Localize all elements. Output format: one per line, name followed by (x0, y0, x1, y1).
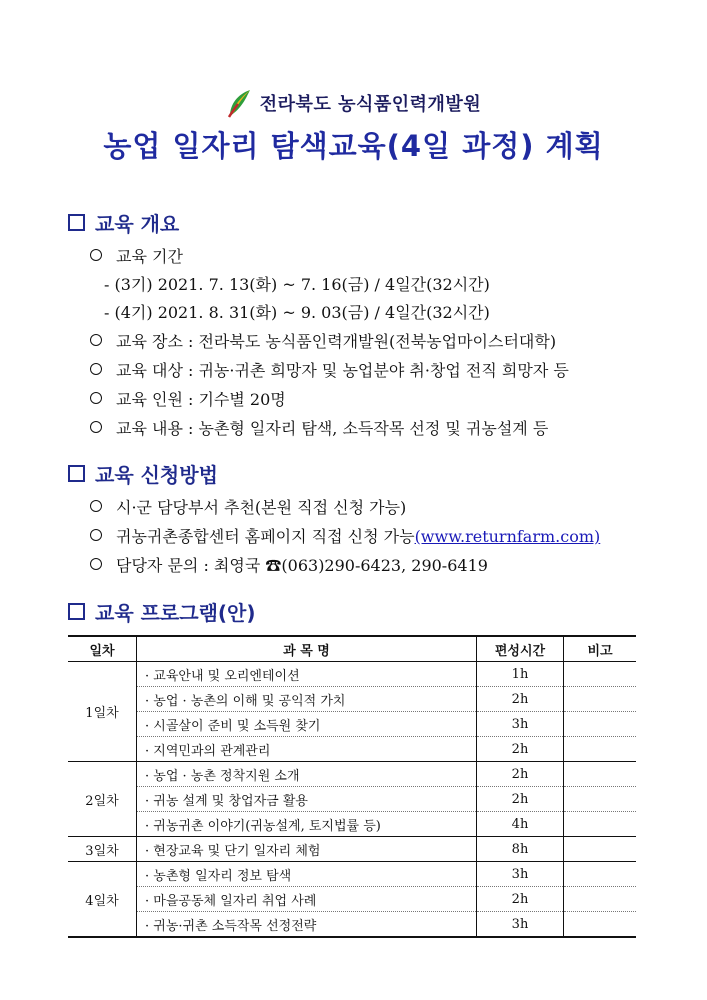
table-row (68, 887, 636, 912)
section-overview-heading (68, 208, 179, 237)
period-label-line (90, 244, 183, 267)
column-header: 편성시간 (477, 636, 564, 662)
checkbox-square-icon (68, 465, 85, 482)
note-cell (564, 862, 637, 887)
subject-cell: · 귀농·귀촌 소득작목 선정전략 (137, 912, 477, 938)
subject-cell: · 농촌형 일자리 정보 탐색 (137, 862, 477, 887)
section-apply-heading (68, 459, 218, 488)
hours-cell: 3h (477, 862, 564, 887)
note-cell (564, 762, 637, 787)
table-row (68, 912, 636, 938)
circle-bullet-icon (90, 334, 102, 346)
note-cell (564, 687, 637, 712)
apply-item: 귀농귀촌종합센터 홈페이지 직접 신청 가능(www.returnfarm.com) (90, 524, 600, 547)
circle-bullet-icon (90, 500, 102, 512)
note-cell (564, 712, 637, 737)
note-cell (564, 887, 637, 912)
apply-item: 시·군 담당부서 추천(본원 직접 신청 가능) (90, 495, 406, 518)
table-row (68, 762, 636, 787)
table-row (68, 662, 636, 687)
day-cell: 1일차 (68, 662, 137, 762)
circle-bullet-icon (90, 249, 102, 261)
day-cell: 4일차 (68, 862, 137, 938)
section-title: 교육 프로그램(안) (95, 601, 256, 625)
column-header: 비고 (564, 636, 637, 662)
program-table (68, 635, 636, 938)
note-cell (564, 812, 637, 837)
hours-cell: 3h (477, 912, 564, 938)
table-row (68, 812, 636, 837)
table-row (68, 687, 636, 712)
section-title: 교육 신청방법 (95, 463, 218, 487)
subject-cell: · 마을공동체 일자리 취업 사례 (137, 887, 477, 912)
section-title: 교육 개요 (95, 212, 180, 236)
overview-item: 교육 장소 : 전라북도 농식품인력개발원(전북농업마이스터대학) (90, 329, 556, 352)
note-cell (564, 662, 637, 687)
section-program-heading (68, 597, 255, 626)
note-cell (564, 912, 637, 938)
subject-cell: · 농업 · 농촌의 이해 및 공익적 가치 (137, 687, 477, 712)
hours-cell: 2h (477, 887, 564, 912)
note-cell (564, 787, 637, 812)
subject-cell: · 귀농 설계 및 창업자금 활용 (137, 787, 477, 812)
table-row (68, 837, 636, 862)
circle-bullet-icon (90, 558, 102, 570)
phone-number: (063)290-6423, 290-6419 (281, 556, 488, 575)
table-row (68, 862, 636, 887)
period-line: - (4기) 2021. 8. 31(화) ~ 9. 03(금) / 4일간(32시간) (104, 303, 490, 322)
org-name: 전라북도 농식품인력개발원 (259, 94, 482, 115)
circle-bullet-icon (90, 392, 102, 404)
phone-icon: ☎ (265, 556, 282, 575)
period-line: - (3기) 2021. 7. 13(화) ~ 7. 16(금) / 4일간(32시간) (104, 275, 490, 294)
subject-cell: · 현장교육 및 단기 일자리 체험 (137, 837, 477, 862)
note-cell (564, 837, 637, 862)
subject-cell: · 시골살이 준비 및 소득원 찾기 (137, 712, 477, 737)
circle-bullet-icon (90, 363, 102, 375)
day-cell: 3일차 (68, 837, 137, 862)
subject-cell: · 지역민과의 관계관리 (137, 737, 477, 762)
hours-cell: 2h (477, 762, 564, 787)
hours-cell: 1h (477, 662, 564, 687)
document-title: 농업 일자리 탐색교육(4일 과정) 계획 (103, 129, 604, 163)
returnfarm-link[interactable]: (www.returnfarm.com) (414, 527, 601, 546)
subject-cell: · 농업 · 농촌 정착지원 소개 (137, 762, 477, 787)
org-header (0, 88, 707, 123)
table-row (68, 787, 636, 812)
leaf-logo-icon (226, 88, 252, 118)
table-row (68, 737, 636, 762)
hours-cell: 3h (477, 712, 564, 737)
subject-cell: · 귀농귀촌 이야기(귀농설계, 토지법률 등) (137, 812, 477, 837)
checkbox-square-icon (68, 603, 85, 620)
hours-cell: 8h (477, 837, 564, 862)
checkbox-square-icon (68, 214, 85, 231)
subject-cell: · 교육안내 및 오리엔테이션 (137, 662, 477, 687)
period-label: 교육 기간 (116, 247, 183, 266)
overview-item: 교육 인원 : 기수별 20명 (90, 387, 286, 410)
circle-bullet-icon (90, 421, 102, 433)
hours-cell: 2h (477, 787, 564, 812)
apply-item: 담당자 문의 : 최영국 ☎(063)290-6423, 290-6419 (90, 553, 488, 576)
day-cell: 2일차 (68, 762, 137, 837)
overview-item: 교육 대상 : 귀농·귀촌 희망자 및 농업분야 취·창업 전직 희망자 등 (90, 358, 569, 381)
column-header: 일차 (68, 636, 137, 662)
hours-cell: 4h (477, 812, 564, 837)
overview-item: 교육 내용 : 농촌형 일자리 탐색, 소득작목 선정 및 귀농설계 등 (90, 416, 548, 439)
table-row (68, 712, 636, 737)
column-header: 과 목 명 (137, 636, 477, 662)
circle-bullet-icon (90, 529, 102, 541)
note-cell (564, 737, 637, 762)
table-header-row (68, 636, 636, 662)
hours-cell: 2h (477, 737, 564, 762)
hours-cell: 2h (477, 687, 564, 712)
